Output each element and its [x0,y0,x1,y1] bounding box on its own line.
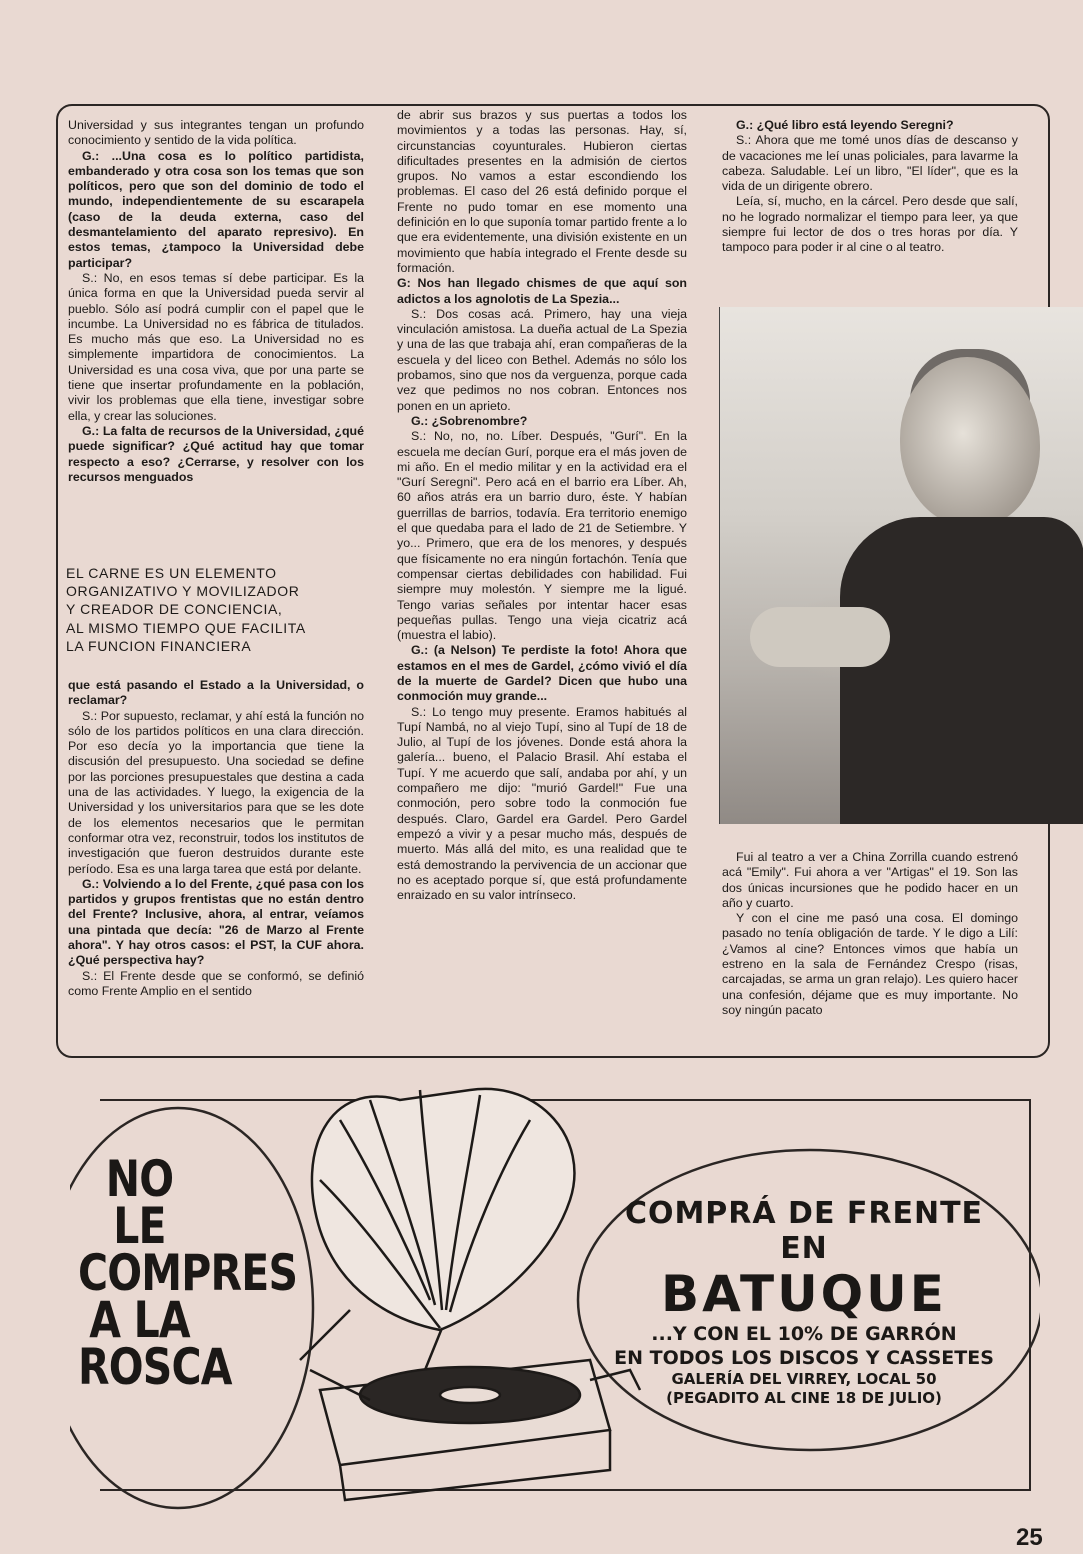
answer: de abrir sus brazos y sus puertas a todos los movimientos y a todas las personas. Hay, sí, circunstancias coyunturales. Hubieron ciertas dificultades presentes en la admisión de ciertos grupos. No vamos a estar escondiendo los problemas. El caso del 26 está definido porque el Frente no pudo tomar en ese momento una definición en lo que suponía tomar partido frente a lo que era evidentemente, una división existente en un movimiento que había integrado el Frente desde su formación. [397,108,687,275]
photo-body [840,517,1083,824]
question: G.: La falta de recursos de la Universidad, ¿qué puede significar? ¿Qué actitud hay que tomar respecto a eso? ¿Cerrarse, y resolver con los recursos menguados [68,423,364,484]
question: G.: ¿Sobrenombre? [411,413,528,428]
ad-slogan-line: COMPRES [78,1244,298,1302]
article-column-1 [68,118,364,485]
article-column-1b [68,678,364,999]
answer: S.: No, no, no. Líber. Después, "Gurí". En la escuela me decían Gurí, porque era el más joven de mi año. En el medio militar y en la actividad era el "Gurí Seregni". Pero acá en el barrio era Líber. Ah, 60 años atrás era un barrio duro, éste. Y habían guerrillas de barrios, todavía. Era territorio enemigo el que quedaba para el lado de 21 de Setiembre. Y yo... Primero, que era de los menores, y después que físicamente no era ningún fortachón. Tenía que compensar ciertas debilidades con habilidad. Fui siempre muy molestón. Y siempre me la ligué. Tengo varias señales por intentar hacer esas pequeñas pullas. Tengo una vieja cicatriz acá (muestra el labio). [397,429,687,643]
pull-quote-line: AL MISMO TIEMPO QUE FACILITA [66,619,306,636]
answer: Fui al teatro a ver a China Zorrilla cuando estrenó acá "Emily". Fui ahora a ver "Artigas" el 19. Son las dos únicas incursiones que he podido hacer en un año y cuarto. [722,850,1018,910]
question: G.: ...Una cosa es lo político partidista, embanderado y otra cosa son los temas que son políticos, pero que son del dominio de todo el mundo, independientemente de su escarapela (caso de la deuda externa, caso del desmantelamiento del aparato represivo). En estos temas, ¿tampoco la Universidad debe participar? [68,148,364,270]
answer: Leía, sí, mucho, en la cárcel. Pero desde que salí, no he logrado normalizar el tiempo para leer, ya que siempre fui lector de dos o tres horas por día. Y tampoco para poder ir al cine o al teatro. [722,194,1018,255]
answer: S.: Lo tengo muy presente. Eramos habitués al Tupí Nambá, no al viejo Tupí, sino al Tupí de 18 de Julio, al Tupí de los jóvenes. Donde está ahora la galería... bueno, el Palacio Brasil. Ahí estaba el Tupí. Y me acuerdo que salí, andaba por ahí, y un compañero me dijo: "murió Gardel!" Fue una conmoción, pero sobre todo la conmoción fue después. Claro, Gardel era Gardel. Pero Gardel empezó a vivir y a pesar mucho más, después de muerto. Más allá del mito, es una realidad que te está demostrando la pervivencia de un accionar que no es aceptado porque sí, que está profundamente enraizado en su valor intrínseco. [397,704,687,903]
photo-face [900,357,1040,527]
answer: Y con el cine me pasó una cosa. El domingo pasado no tenía obligación de tarde. Y le digo a Lilí: ¿Vamos al cine? Entonces vimos que había un estreno en la sala de Fernández Crespo (risas, carcajadas, se arma un gran relajo). Les quiero hacer una confesión, déjame que es muy importante. No soy ningún pacato [722,911,1018,1017]
ad-slogan-left [78,1150,298,1396]
answer: S.: No, en esos temas sí debe participar. Es la única forma en que la Universidad pueda servir al pueblo. Sólo así podrá cumplir con el papel que le incumbe. La Universidad no es fábrica de titulados. Es mucho más que eso. La Universidad no es simplemente impartidora de conocimientos. La Universidad es una cosa viva, que por una parte se tiene que insertar profundamente en la población, vivir los problemas que ella tiene, investigar sobre ella, y crear las soluciones. [68,270,364,423]
article-column-2 [397,108,687,903]
photo-hand [750,607,890,667]
ad-address: GALERÍA DEL VIRREY, LOCAL 50 [671,1370,937,1388]
question: que está pasando el Estado a la Universidad, o reclamar? [68,678,364,708]
answer: S.: Dos cosas acá. Primero, hay una vieja vinculación amistosa. La dueña actual de La Spezia y una de las que trabaja ahí, eran compañeras de la escuela y del liceo con Bethel. Además no sólo los probamos, sino que nos da verguenza, porque cada vez que pedimos no nos cobran. Entonces nos ponen en un aprieto. [397,306,687,413]
article-column-3-bottom [722,850,1018,1018]
paragraph: Universidad y sus integrantes tengan un profundo conocimiento y sentido de la vida política. [68,118,364,148]
pull-quote-line: EL CARNE ES UN ELEMENTO [66,565,277,581]
ad-slogan-line: NO LE [105,1150,174,1255]
ad-slogan-line: A LA [89,1291,190,1349]
question: G.: (a Nelson) Te perdiste la foto! Ahora que estamos en el mes de Gardel, ¿cómo vivió el día de la muerte de Gardel? Dicen que hubo una conmoción muy grande... [397,643,687,704]
question: G.: ¿Qué libro está leyendo Seregni? [736,118,954,132]
answer: S.: El Frente desde que se conformó, se definió como Frente Amplio en el sentido [68,968,364,998]
pull-quote-line: ORGANIZATIVO Y MOVILIZADOR [66,583,300,600]
gramophone-icon [300,1089,640,1500]
ad-line: EN TODOS LOS DISCOS Y CASSETES [614,1347,994,1369]
answer: S.: Ahora que me tomé unos días de descanso y de vacaciones me leí unas policiales, para lavarme la cabeza. Saludable. Leí un libro, "El líder", que es la vida de un dirigente obrero. [722,133,1018,194]
article-column-3-top [722,118,1018,256]
portrait-photo [719,307,1083,824]
answer: S.: Por supuesto, reclamar, y ahí está la función no sólo de los partidos políticos en una clara dirección. Por eso decía yo la importancia que tiene la discusión del presupuesto. Una sociedad se define por las porciones presupuestales que destina a cada una de las actividades. Y luego, la exigencia de la Universidad y los universitarios para que se les dote de los elementos necesarios que le permitan conformar otra vez, reconstruir, todos los institutos de investigación que fueron destruidos durante este período. Esa es una larga tarea que está por delante. [68,708,364,876]
page-number: 25 [1016,1524,1043,1551]
ad-slogan-line: ROSCA [78,1338,232,1396]
ad-line: COMPRÁ DE FRENTE EN [624,1196,984,1266]
pull-quote-line: LA FUNCION FINANCIERA [66,637,252,654]
ad-brand: BATUQUE [661,1265,947,1323]
ad-line: ...Y CON EL 10% DE GARRÓN [651,1323,957,1345]
batuque-advertisement [70,1060,1040,1520]
ad-slogan-right [604,1196,1004,1408]
ad-address: (PEGADITO AL CINE 18 DE JULIO) [666,1389,942,1407]
question: G: Nos han llegado chismes de que aquí son adictos a los agnolotis de La Spezia... [397,276,687,306]
pull-quote [66,564,366,655]
pull-quote-line: Y CREADOR DE CONCIENCIA, [66,601,283,618]
question: G.: Volviendo a lo del Frente, ¿qué pasa con los partidos y grupos frentistas que no están dentro del Frente? Inclusive, ahora, al entrar, veíamos una pintada que decía: "26 de Marzo al Frente ahora". Y hay otros casos: el PST, la CUF ahora. ¿Qué perspectiva hay? [68,876,364,968]
